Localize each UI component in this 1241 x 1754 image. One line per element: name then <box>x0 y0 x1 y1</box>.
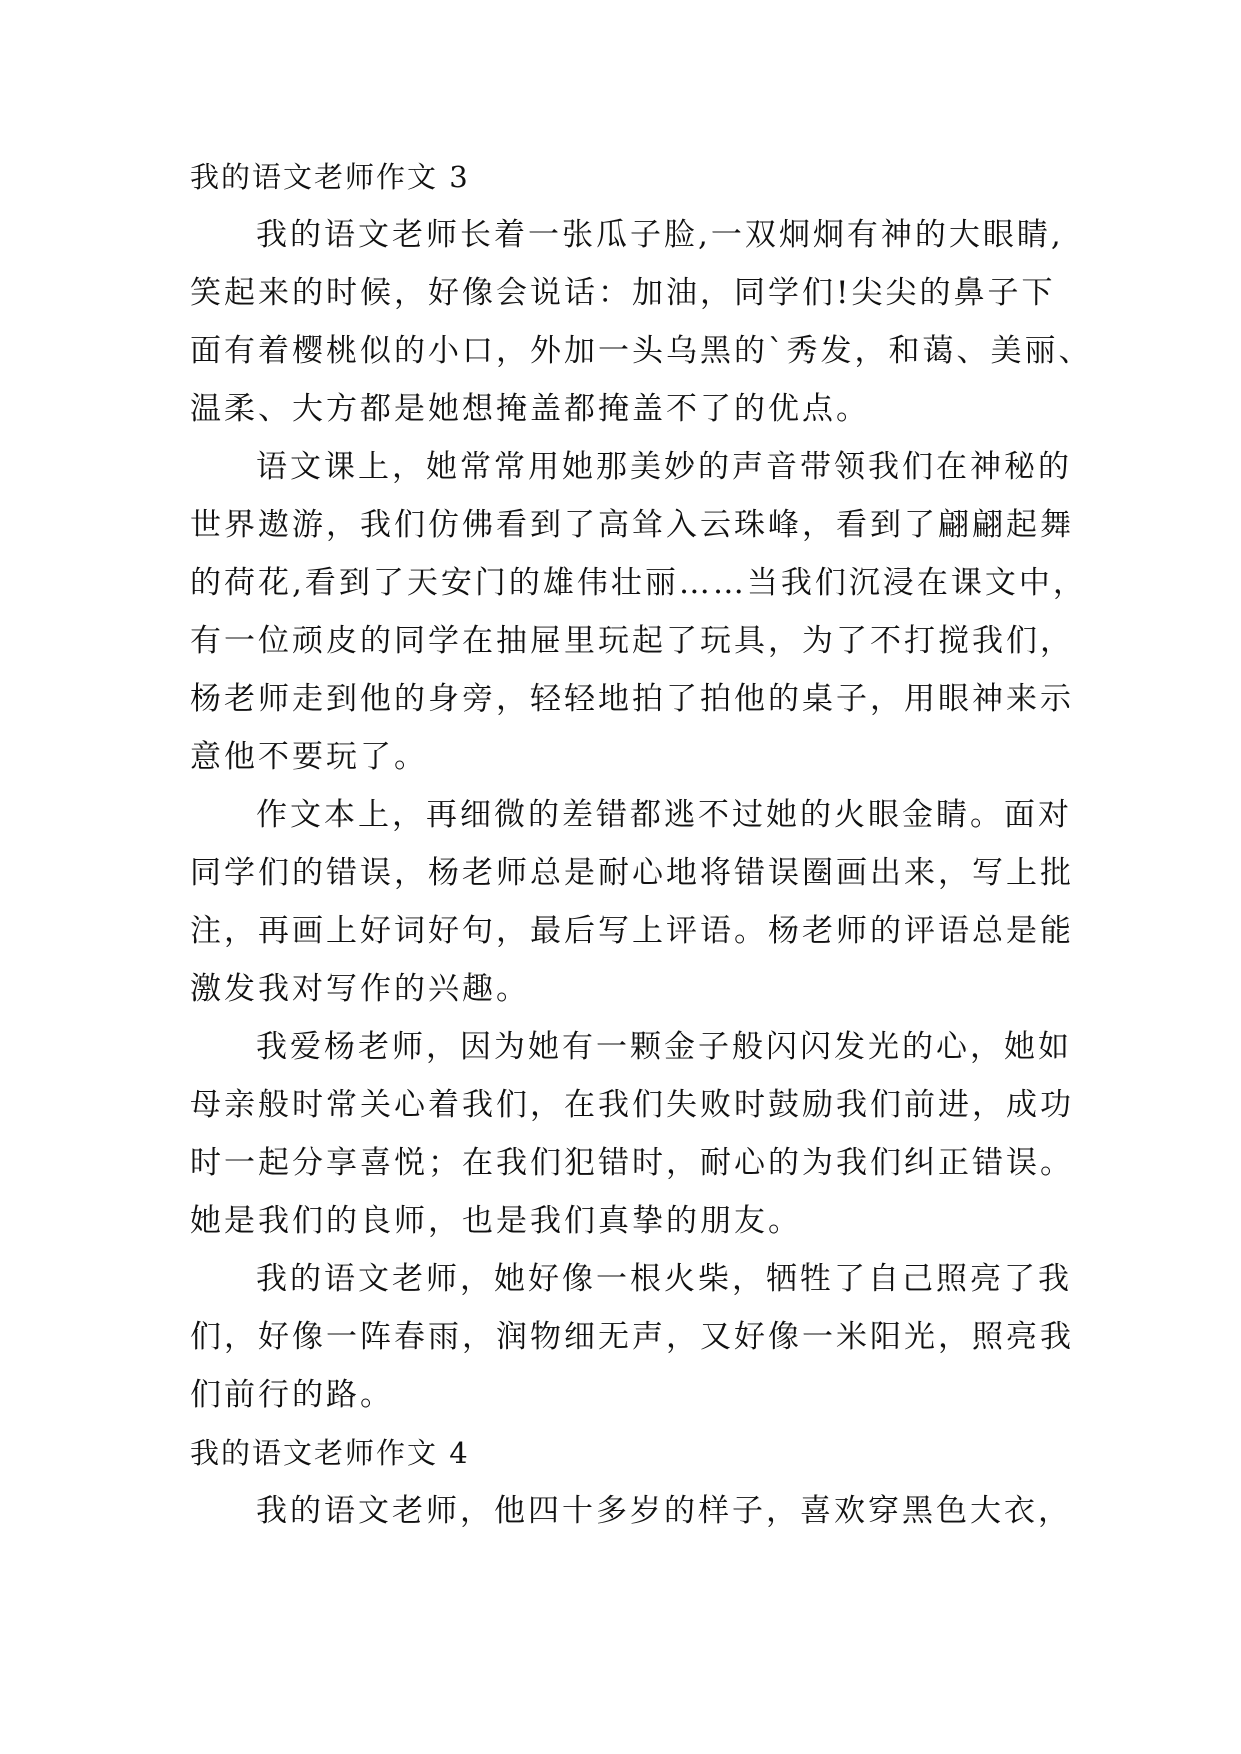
paragraph <box>190 1260 1090 1414</box>
paragraph <box>190 1492 1090 1530</box>
text-line: 有一位顽皮的同学在抽屉里玩起了玩具，为了不打搅我们， <box>190 623 1074 659</box>
essay-section-3 <box>190 158 1093 1414</box>
text-line: 笑起来的时候，好像会说话：加油，同学们!尖尖的鼻子下 <box>190 275 1056 311</box>
text-line: 的荷花,看到了天安门的雄伟壮丽……当我们沉浸在课文中， <box>190 565 1087 601</box>
text-line: 激发我对写作的兴趣。 <box>190 971 530 1007</box>
text-line: 语文课上，她常常用她那美妙的声音带领我们在神秘的 <box>256 449 1072 485</box>
section-heading: 我的语文老师作文 3 <box>190 160 470 194</box>
text-line: 同学们的错误，杨老师总是耐心地将错误圈画出来，写上批 <box>190 855 1074 891</box>
text-line: 我爱杨老师，因为她有一颗金子般闪闪发光的心，她如 <box>256 1029 1072 1065</box>
text-line: 注，再画上好词好句，最后写上评语。杨老师的评语总是能 <box>190 913 1074 949</box>
essay-section-4 <box>190 1434 1090 1530</box>
text-line: 们，好像一阵春雨，润物细无声，又好像一米阳光，照亮我 <box>190 1319 1074 1355</box>
paragraph <box>190 1028 1090 1240</box>
text-line: 母亲般时常关心着我们，在我们失败时鼓励我们前进，成功 <box>190 1087 1074 1123</box>
text-line: 世界遨游，我们仿佛看到了高耸入云珠峰，看到了翩翩起舞 <box>190 507 1074 543</box>
text-line: 意他不要玩了。 <box>190 739 428 775</box>
text-line: 面有着樱桃似的小口，外加一头乌黑的`秀发，和蔼、美丽、 <box>190 333 1093 369</box>
text-line: 杨老师走到他的身旁，轻轻地拍了拍他的桌子，用眼神来示 <box>190 681 1074 717</box>
text-line: 我的语文老师长着一张瓜子脸,一双炯炯有神的大眼睛, <box>256 217 1064 253</box>
text-line: 我的语文老师，他四十多岁的样子，喜欢穿黑色大衣， <box>256 1493 1072 1529</box>
paragraph <box>190 216 1093 428</box>
text-line: 我的语文老师，她好像一根火柴，牺牲了自己照亮了我 <box>256 1261 1072 1297</box>
text-line: 作文本上，再细微的差错都逃不过她的火眼金睛。面对 <box>256 797 1072 833</box>
text-line: 她是我们的良师，也是我们真挚的朋友。 <box>190 1203 802 1239</box>
text-line: 们前行的路。 <box>190 1377 394 1413</box>
text-line: 温柔、大方都是她想掩盖都掩盖不了的优点。 <box>190 391 870 427</box>
text-line: 时一起分享喜悦；在我们犯错时，耐心的为我们纠正错误。 <box>190 1145 1074 1181</box>
paragraph <box>190 796 1090 1008</box>
paragraph <box>190 448 1090 776</box>
section-heading: 我的语文老师作文 4 <box>190 1436 470 1470</box>
document-page <box>190 158 1093 1550</box>
